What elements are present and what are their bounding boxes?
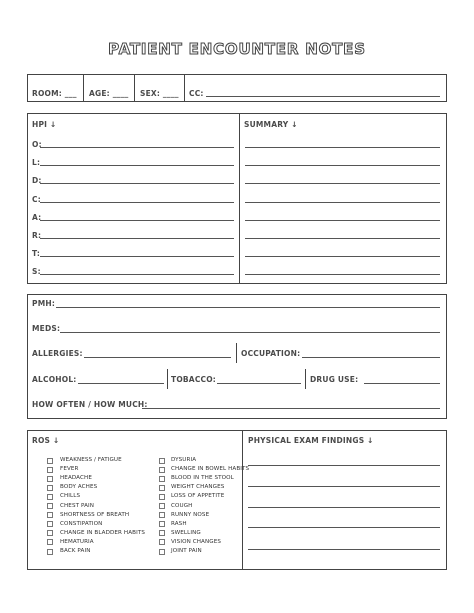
hpi-field[interactable] (40, 183, 234, 184)
allergies-divider (236, 343, 237, 363)
ros-item-label: FEVER (60, 466, 79, 473)
how-often-label: HOW OFTEN / HOW MUCH: (32, 400, 148, 409)
summary-line[interactable] (245, 202, 440, 203)
summary-line[interactable] (245, 147, 440, 148)
ros-checkbox[interactable] (47, 521, 53, 527)
hpi-field[interactable] (40, 220, 234, 221)
ros-item-label: JOINT PAIN (171, 548, 202, 554)
cc-field[interactable] (206, 96, 440, 97)
ros-checkbox[interactable] (159, 530, 165, 536)
ros-heading: ROS ↓ (32, 436, 60, 445)
ros-item-label: CHEST PAIN (60, 502, 95, 509)
exam-heading: PHYSICAL EXAM FINDINGS ↓ (248, 436, 374, 445)
hpi-field[interactable] (40, 165, 234, 166)
ros-checkbox[interactable] (47, 458, 53, 464)
hpi-summary-box (27, 113, 447, 284)
alcohol-label: ALCOHOL: (32, 375, 77, 384)
summary-line[interactable] (245, 274, 440, 275)
summary-heading: SUMMARY ↓ (244, 120, 298, 129)
exam-line[interactable] (248, 507, 440, 508)
ros-checkbox[interactable] (47, 467, 53, 473)
hpi-letter-label: T: (32, 249, 41, 259)
ros-item-label: VISION CHANGES (171, 538, 221, 545)
how-often-field[interactable] (142, 408, 440, 409)
allergies-field[interactable] (84, 357, 231, 358)
pmh-label: PMH: (32, 299, 56, 308)
ros-item-label: CHANGE IN BOWEL HABITS (171, 466, 250, 473)
ros-checkbox[interactable] (47, 485, 53, 491)
cc-label: CC: (189, 89, 204, 98)
ros-item-label: COUGH (171, 502, 193, 509)
ros-checkbox[interactable] (47, 503, 53, 509)
occupation-field[interactable] (302, 357, 440, 358)
hpi-summary-divider (239, 113, 240, 284)
ros-item-label: HEADACHE (60, 475, 92, 482)
exam-line[interactable] (248, 549, 440, 550)
hpi-field[interactable] (40, 274, 234, 275)
hpi-heading: HPI ↓ (32, 120, 57, 129)
ros-checkbox[interactable] (159, 458, 165, 464)
hpi-field[interactable] (40, 238, 234, 239)
hpi-letter-label: D: (32, 176, 42, 186)
ros-checkbox[interactable] (159, 503, 165, 509)
sex-label: SEX: ____ (140, 89, 179, 98)
page-title: PATIENT ENCOUNTER NOTES (108, 40, 366, 58)
ros-item-label: HEMATURIA (60, 538, 94, 545)
ros-checkbox[interactable] (159, 539, 165, 545)
exam-line[interactable] (248, 486, 440, 487)
ros-item-label: SHORTNESS OF BREATH (60, 511, 130, 518)
ros-item-label: WEAKNESS / FATIGUE (60, 457, 122, 463)
alcohol-divider (167, 369, 168, 389)
ros-checkbox[interactable] (159, 549, 165, 555)
summary-line[interactable] (245, 165, 440, 166)
meds-label: MEDS: (32, 324, 61, 333)
hpi-letter-label: S: (32, 267, 41, 277)
summary-line[interactable] (245, 220, 440, 221)
hpi-letter-label: R: (32, 231, 42, 240)
ros-item-label: RUNNY NOSE (171, 511, 210, 518)
ros-checkbox[interactable] (159, 521, 165, 527)
header-divider (134, 74, 135, 102)
ros-checkbox[interactable] (47, 539, 53, 545)
drug-use-label: DRUG USE: (310, 375, 359, 384)
ros-checkbox[interactable] (47, 494, 53, 500)
ros-checkbox[interactable] (47, 512, 53, 518)
summary-line[interactable] (245, 183, 440, 184)
header-divider (184, 74, 185, 102)
ros-checkbox[interactable] (159, 467, 165, 473)
ros-checkbox[interactable] (47, 476, 53, 482)
ros-checkbox[interactable] (47, 549, 53, 555)
ros-checkbox[interactable] (159, 476, 165, 482)
ros-item-label: RASH (171, 520, 187, 527)
ros-exam-divider (242, 430, 243, 570)
meds-field[interactable] (60, 332, 440, 333)
age-label: AGE: ____ (89, 89, 129, 98)
ros-item-label: WEIGHT CHANGES (171, 484, 225, 491)
ros-item-label: LOSS OF APPETITE (171, 493, 225, 500)
ros-checkbox[interactable] (159, 485, 165, 491)
ros-item-label: BODY ACHES (60, 484, 98, 491)
tobacco-divider (305, 369, 306, 389)
ros-item-label: DYSURIA (171, 457, 197, 463)
ros-item-label: BLOOD IN THE STOOL (171, 475, 234, 482)
room-label: ROOM: ___ (32, 89, 77, 98)
hpi-letter-label: O: (32, 140, 42, 149)
hpi-field[interactable] (40, 147, 234, 148)
hpi-field[interactable] (40, 202, 234, 203)
summary-line[interactable] (245, 238, 440, 239)
hpi-letter-label: L: (32, 158, 41, 168)
ros-item-label: CHANGE IN BLADDER HABITS (60, 529, 145, 536)
hpi-field[interactable] (40, 256, 234, 257)
ros-checkbox[interactable] (159, 494, 165, 500)
hpi-letter-label: A: (32, 212, 42, 222)
ros-checkbox[interactable] (159, 512, 165, 518)
header-divider (83, 74, 84, 102)
allergies-label: ALLERGIES: (32, 349, 83, 358)
ros-item-label: SWELLING (171, 529, 201, 536)
ros-item-label: BACK PAIN (60, 548, 91, 554)
exam-line[interactable] (248, 465, 440, 466)
drug-use-field[interactable] (364, 383, 440, 384)
ros-checkbox[interactable] (47, 530, 53, 536)
summary-line[interactable] (245, 256, 440, 257)
ros-item-label: CHILLS (60, 493, 81, 500)
occupation-label: OCCUPATION: (241, 349, 301, 358)
pmh-field[interactable] (56, 307, 440, 308)
tobacco-label: TOBACCO: (171, 375, 216, 384)
hpi-letter-label: C: (32, 194, 41, 204)
alcohol-field[interactable] (78, 383, 164, 384)
tobacco-field[interactable] (217, 383, 301, 384)
ros-item-label: CONSTIPATION (60, 520, 103, 527)
exam-line[interactable] (248, 527, 440, 528)
